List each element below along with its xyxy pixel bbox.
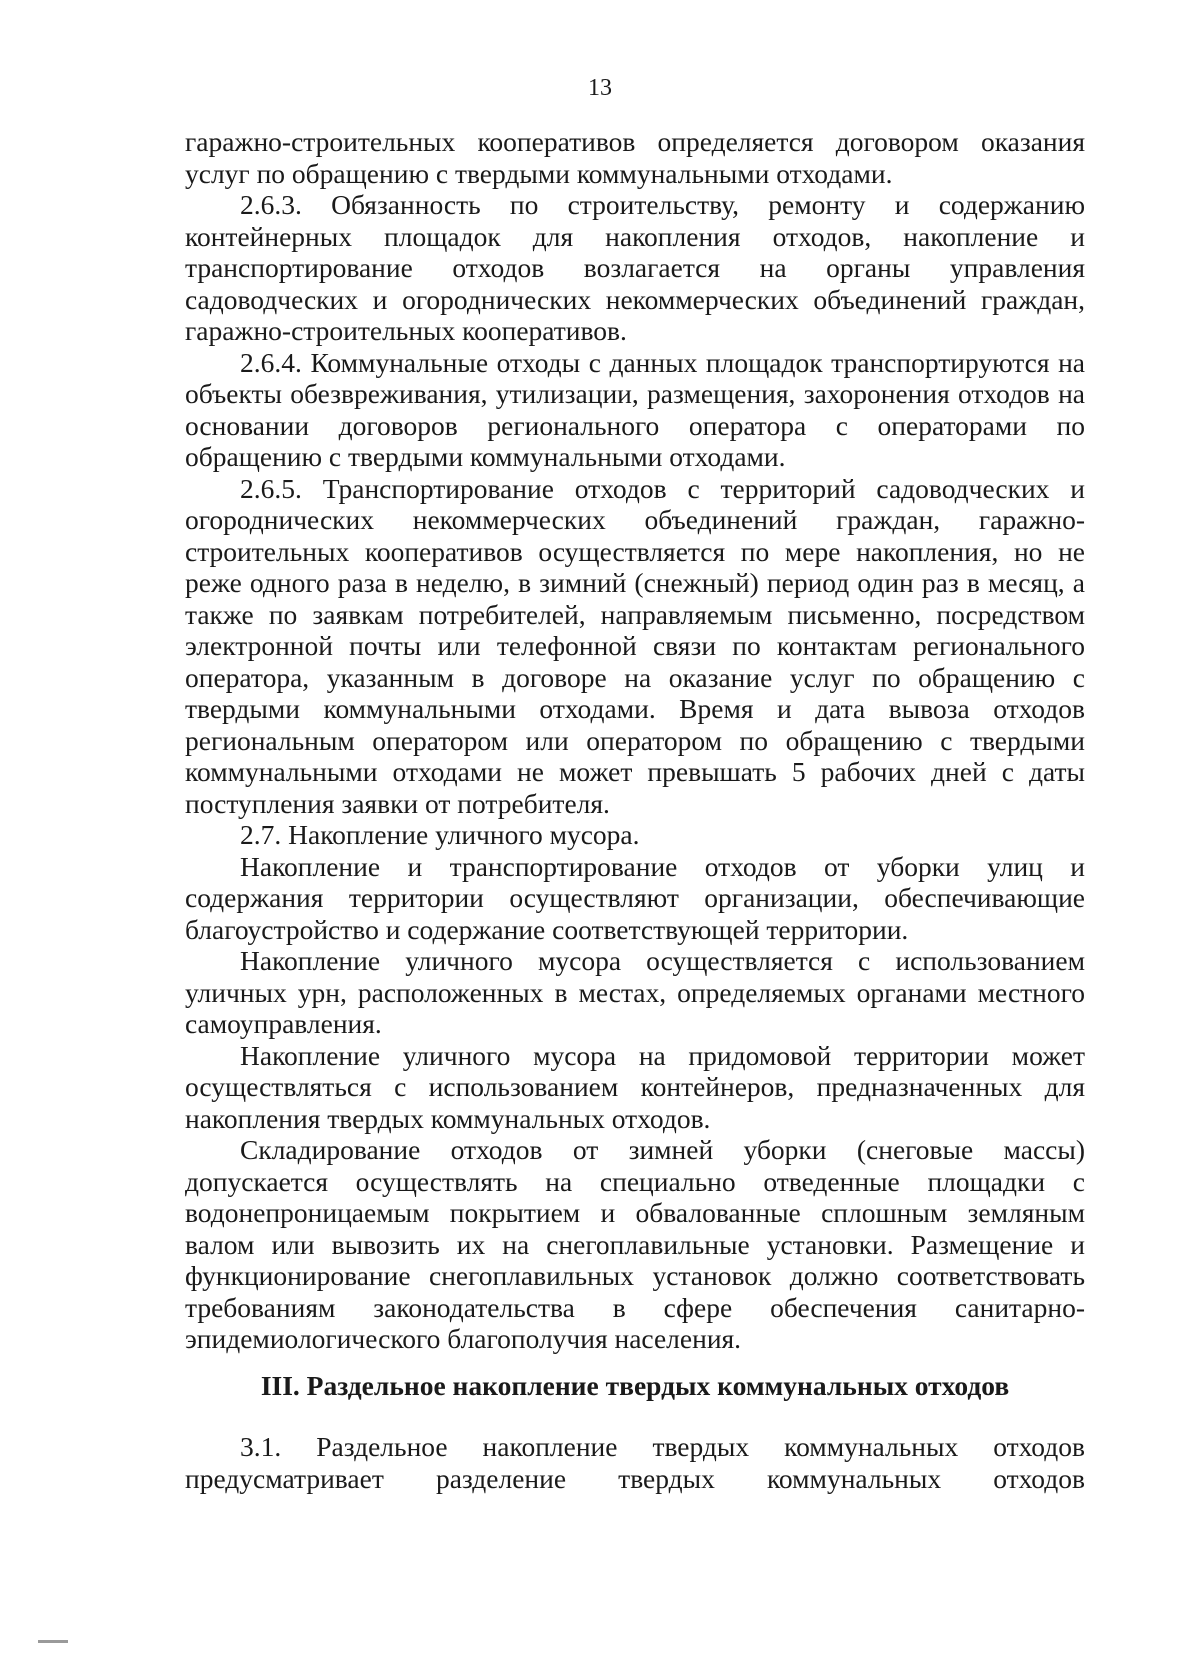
paragraph: Складирование отходов от зимней уборки (снеговые массы) допускается осуществлять на специально отведенные площадки с водонепроницаемым покрытием и обвалованные сплошным земляным валом или вывозить их на снегоплавильные установки. Размещение и функционирование снегоплавильных установок должно соответствовать требованиям законодательства в сфере обеспечения санитарно-эпидемиологического благополучия населения.	[185, 1134, 1085, 1354]
paragraph: Накопление и транспортирование отходов от уборки улиц и содержания территории осуществляют организации, обеспечивающие благоустройство и содержание соответствующей территории.	[185, 850, 1085, 945]
paragraph-2-6-5: 2.6.5. Транспортирование отходов с территорий садоводческих и огороднических некоммерческих объединений граждан, гаражно-строительных кооперативов осуществляется по мере накопления, но не реже одного раза в неделю, в зимний (снежный) период один раз в месяц, а также по заявкам потребителей, направляемым письменно, посредством электронной почты или телефонной связи по контактам регионального оператора, указанным в договоре на оказание услуг по обращению с твердыми коммунальными отходами. Время и дата вывоза отходов региональным оператором или оператором по обращению с твердыми коммунальными отходами не может превышать 5 рабочих дней с даты поступления заявки от потребителя.	[185, 472, 1085, 819]
paragraph-3-1: 3.1. Раздельное накопление твердых коммунальных отходов предусматривает разделение твердых коммунальных отходов	[185, 1431, 1085, 1494]
section-heading: III. Раздельное накопление твердых коммунальных отходов	[260, 1370, 1010, 1401]
paragraph-2-6-4: 2.6.4. Коммунальные отходы с данных площадок транспортируются на объекты обезвреживания, утилизации, размещения, захоронения отходов на основании договоров регионального оператора с операторами по обращению с твердыми коммунальными отходами.	[185, 346, 1085, 472]
paragraph: Накопление уличного мусора осуществляется с использованием уличных урн, расположенных в местах, определяемых органами местного самоуправления.	[185, 945, 1085, 1039]
scan-artifact	[38, 1640, 68, 1643]
page-number: 13	[588, 75, 612, 101]
section-body	[185, 1431, 1085, 1494]
paragraph-2-6-3: 2.6.3. Обязанность по строительству, ремонту и содержанию контейнерных площадок для накопления отходов, накопление и транспортирование отходов возлагается на органы управления садоводческих и огороднических некоммерческих объединений граждан, гаражно-строительных кооперативов.	[185, 189, 1085, 346]
paragraph-2-7: 2.7. Накопление уличного мусора.	[240, 819, 640, 850]
paragraph: Накопление уличного мусора на придомовой территории может осуществляться с использованием контейнеров, предназначенных для накопления твердых коммунальных отходов.	[185, 1039, 1085, 1134]
document-body	[185, 126, 1085, 1355]
paragraph: гаражно-строительных кооперативов определяется договором оказания услуг по обращению с твердыми коммунальными отходами.	[185, 126, 1085, 189]
